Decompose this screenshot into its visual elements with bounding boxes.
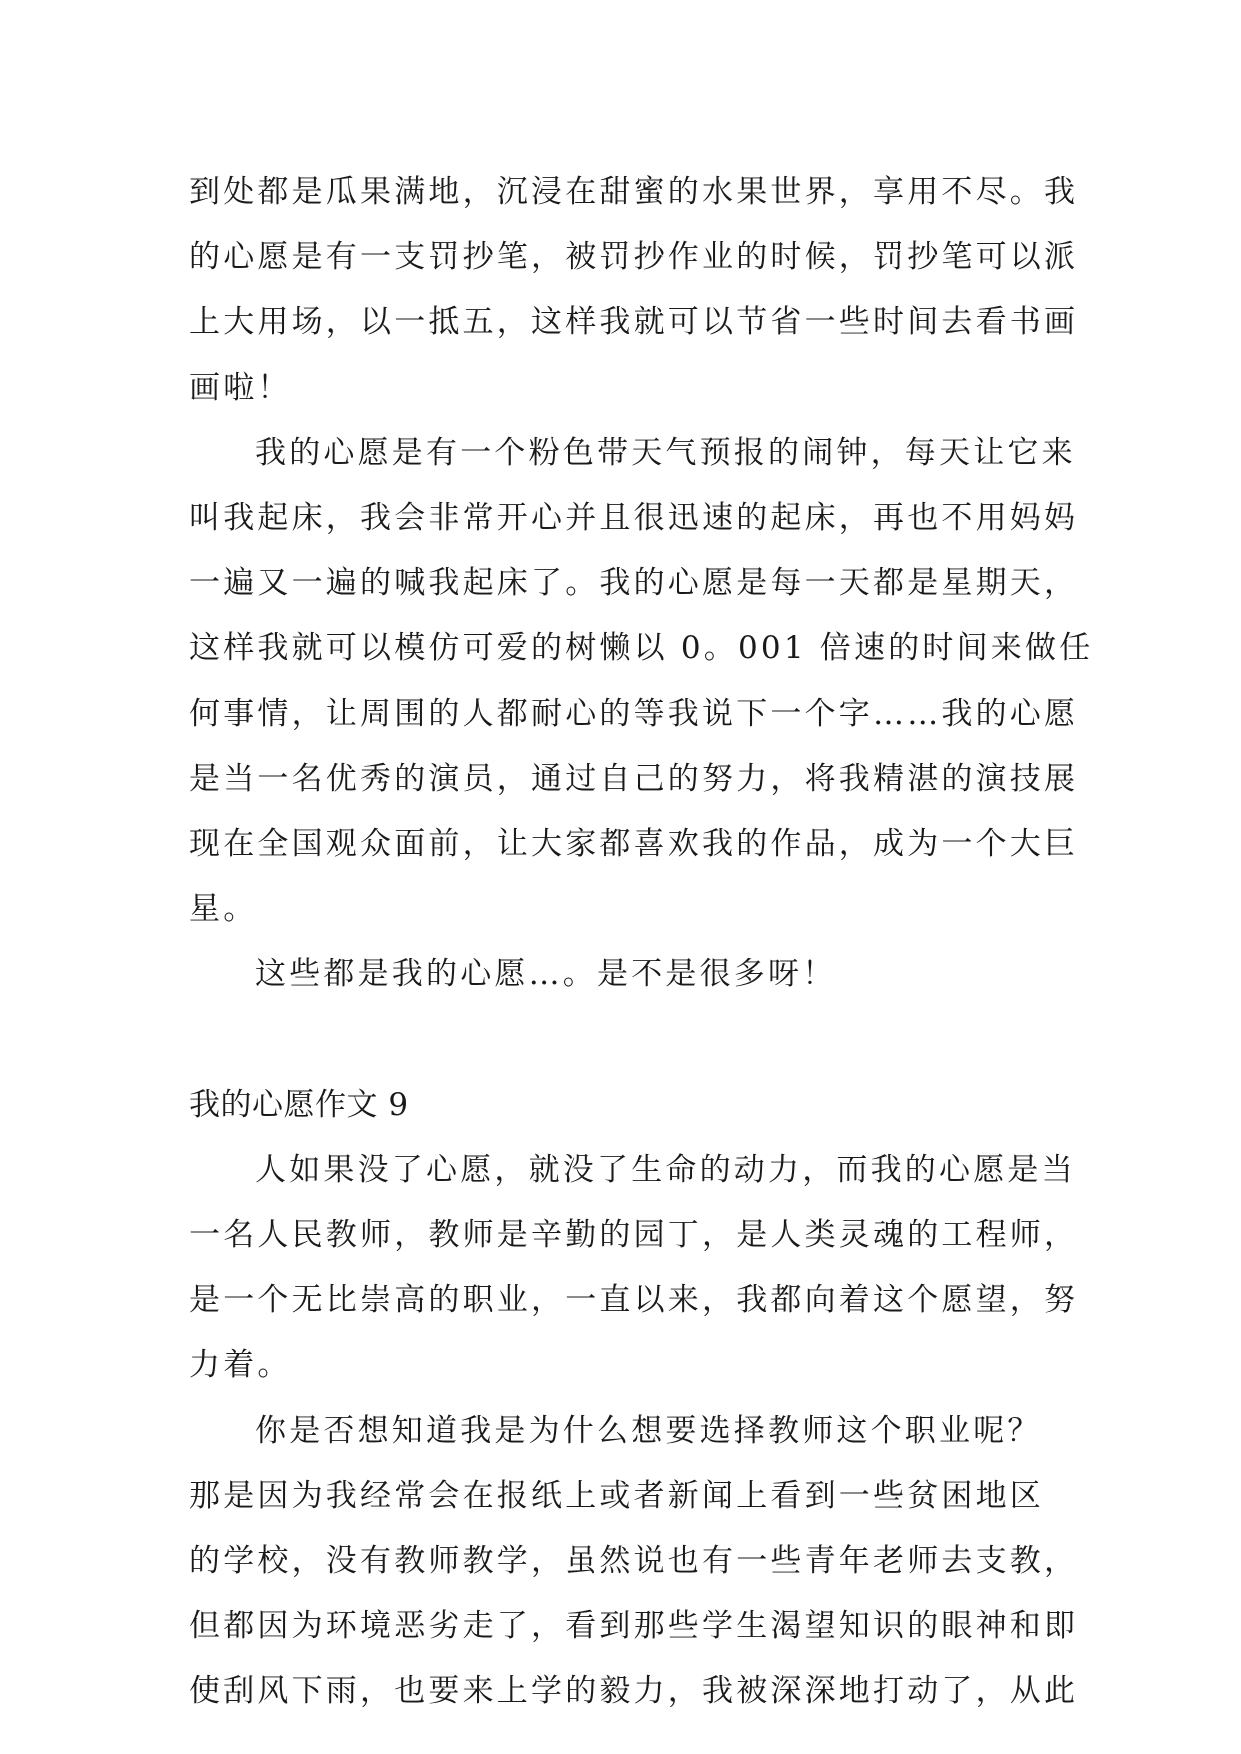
text-line: 是一个无比崇高的职业，一直以来，我都向着这个愿望，努 [189,1282,1079,1319]
text-line: 的学校，没有教师教学，虽然说也有一些青年老师去支教， [189,1542,1079,1579]
section-heading: 我的心愿作文 9 [189,1086,409,1123]
text-line: 上大用场，以一抵五，这样我就可以节省一些时间去看书画 [189,304,1079,341]
text-line: 一名人民教师，教师是辛勤的园丁，是人类灵魂的工程师， [189,1217,1079,1253]
text-line: 力着。 [189,1347,292,1384]
text-line: 现在全国观众面前，让大家都喜欢我的作品，成为一个大巨 [189,825,1079,862]
paragraph-first-line: 你是否想知道我是为什么想要选择教师这个职业呢？ [255,1412,1042,1449]
text-line: 使刮风下雨，也要来上学的毅力，我被深深地打动了，从此 [189,1673,1079,1710]
text-line: 是当一名优秀的演员，通过自己的努力，将我精湛的演技展 [189,760,1079,797]
text-line: 但都因为环境恶劣走了，看到那些学生渴望知识的眼神和即 [189,1608,1079,1645]
paragraph-first-line: 我的心愿是有一个粉色带天气预报的闹钟，每天让它来 [255,434,1076,471]
paragraph-first-line: 这些都是我的心愿…。是不是很多呀！ [255,956,837,993]
blank-line [189,1007,1049,1072]
text-line: 那是因为我经常会在报纸上或者新闻上看到一些贫困地区 [189,1477,1044,1514]
text-line: 这样我就可以模仿可爱的树懒以 0。001 倍速的时间来做任 [189,630,1094,667]
text-line: 星。 [189,891,258,928]
text-line: 画啦！ [189,369,292,406]
text-line: 叫我起床，我会非常开心并且很迅速的起床，再也不用妈妈 [189,499,1079,536]
text-line: 的心愿是有一支罚抄笔，被罚抄作业的时候，罚抄笔可以派 [189,239,1079,276]
text-line: 何事情，让周围的人都耐心的等我说下一个字……我的心愿 [189,695,1079,732]
text-line: 到处都是瓜果满地，沉浸在甜蜜的水果世界，享用不尽。我 [189,174,1079,210]
document-body [189,160,1094,1725]
text-line: 一遍又一遍的喊我起床了。我的心愿是每一天都是星期天， [189,565,1079,602]
paragraph-first-line: 人如果没了心愿，就没了生命的动力，而我的心愿是当 [255,1151,1076,1188]
